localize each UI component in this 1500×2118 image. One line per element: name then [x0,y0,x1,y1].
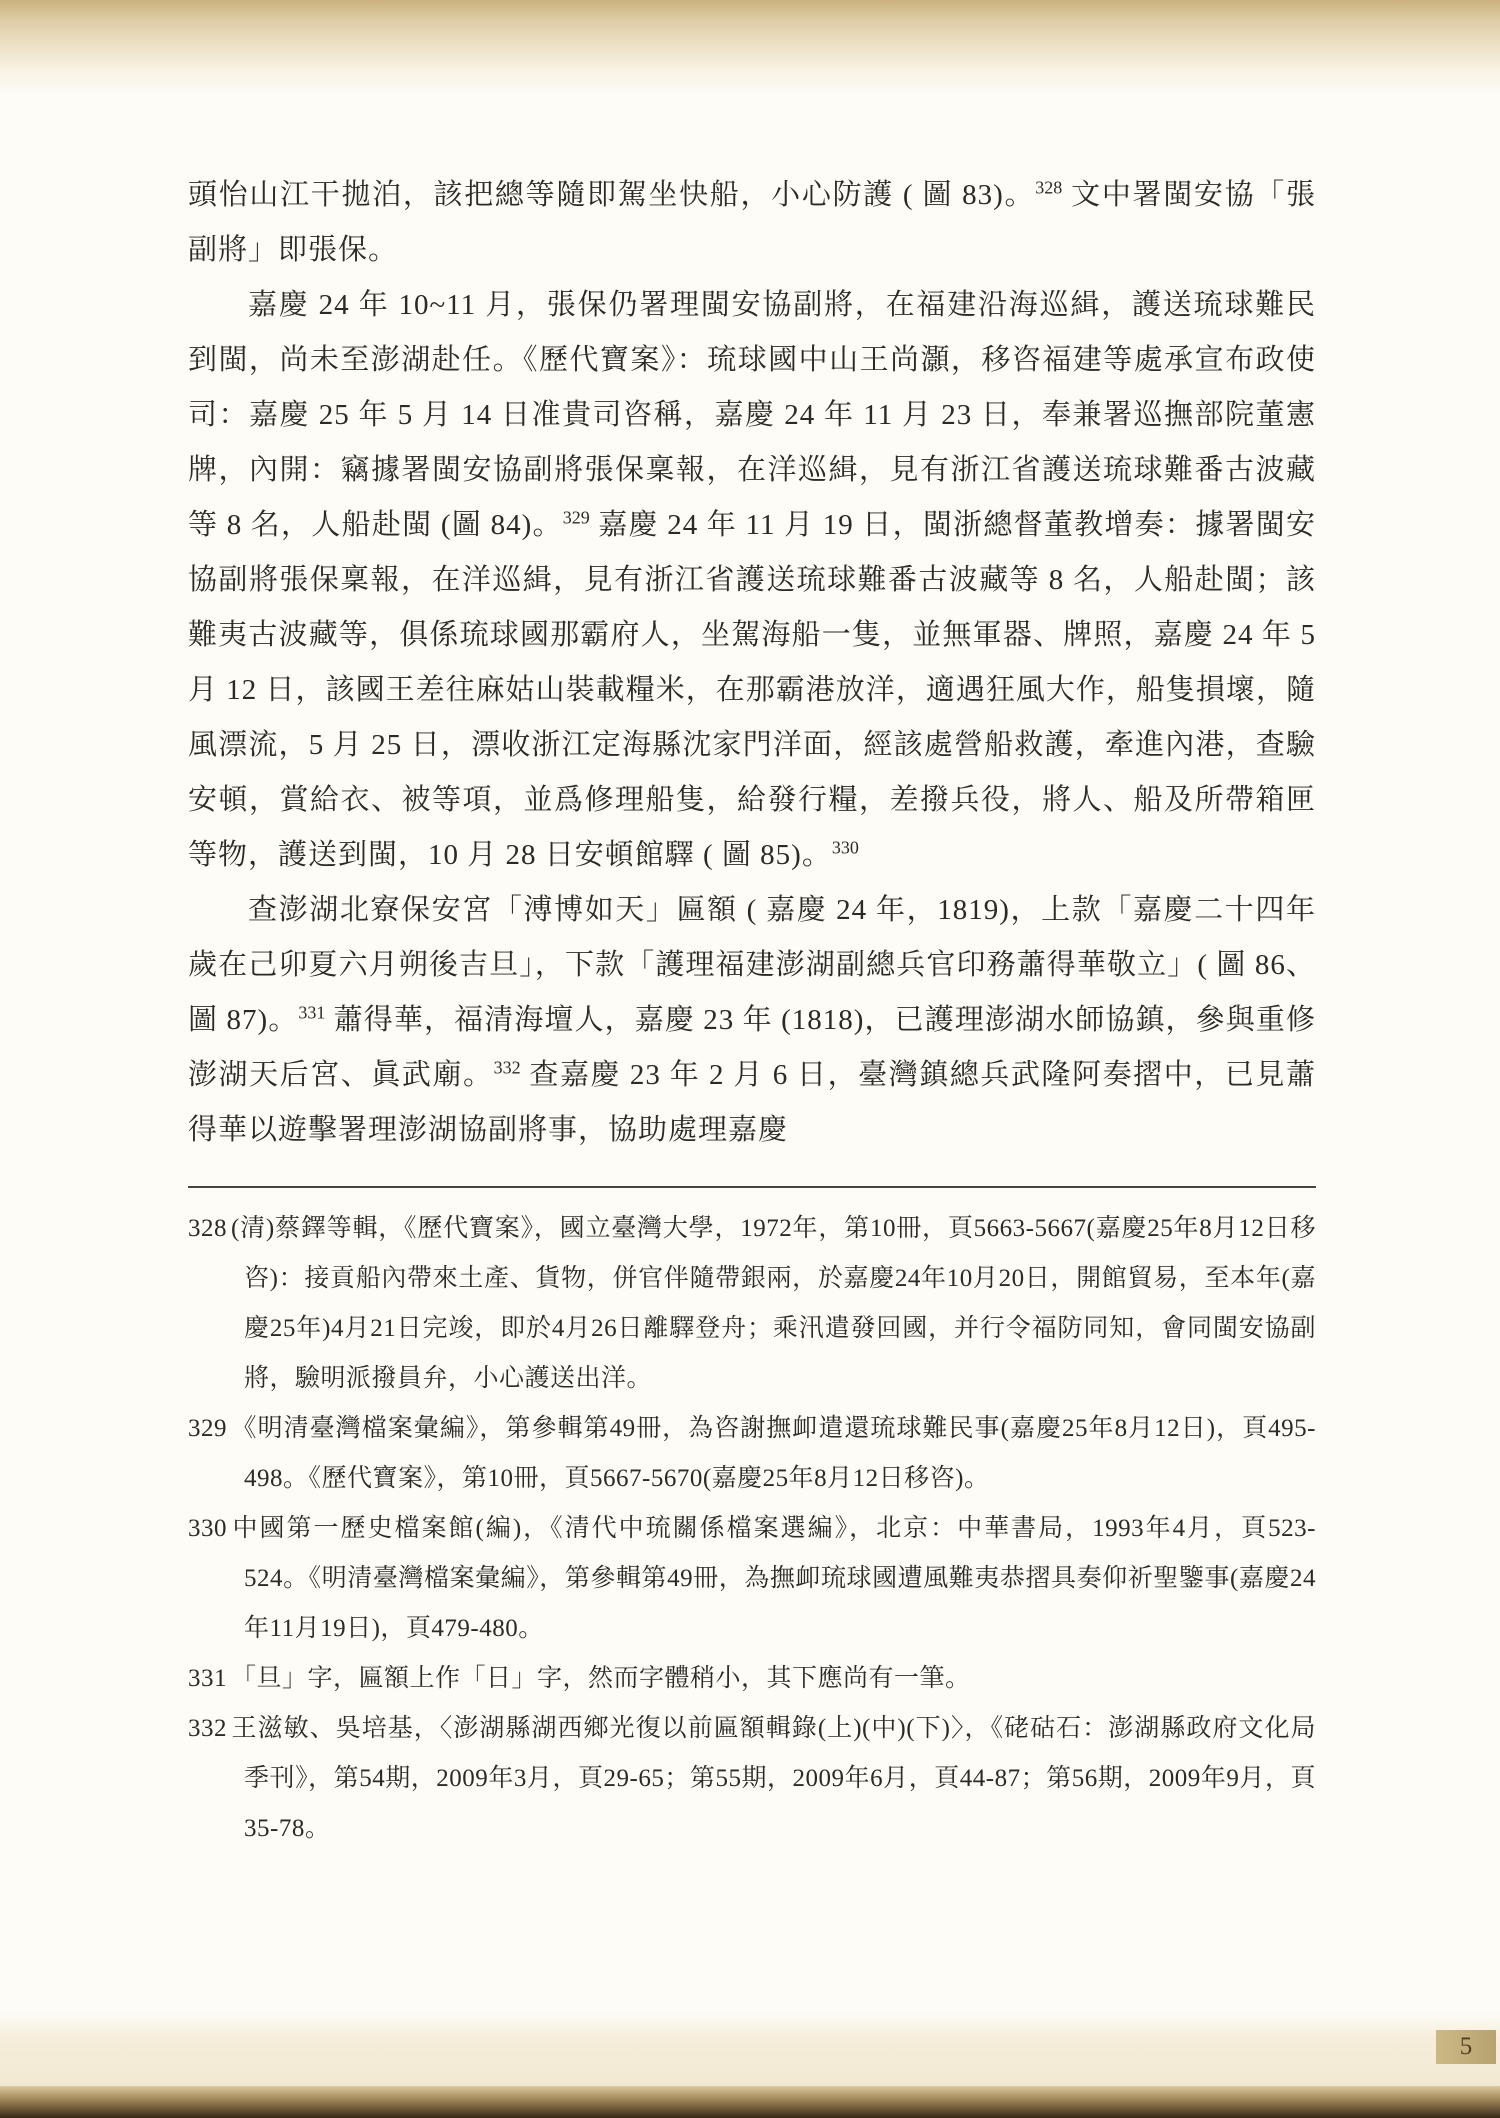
page-number [1436,2030,1496,2064]
footnote-ref: 332 [493,1057,521,1078]
page-number-label: 5 [1459,2033,1473,2060]
body-paragraph: 頭怡山江干拋泊，該把總等隨即駕坐快船，小心防護 ( 圖 83)。$^{328}$ 文中署閩安協「張副將」即張保。 [188,177,1316,266]
body-paragraph: 嘉慶 24 年 10~11 月，張保仍署理閩安協副將，在福建沿海巡緝，護送琉球難民到閩，尚未至澎湖赴任。《歷代寶案》：琉球國中山王尚灝，移咨福建等處承宣布政使司：嘉慶 25 年 5 月 14 日准貴司咨稱，嘉慶 24 年 11 月 23 日，奉兼署巡撫部院董憲牌，內開：竊據署閩安協副將張保稟報，在洋巡緝，見有浙江省護送琉球難番古波藏等 8 名，人船赴閩 (圖 84)。$^{329}$ 嘉慶 24 年 11 月 19 日，閩浙總督董教增奏：據署閩安協副將張保稟報，在洋巡緝，見有浙江省護送琉球難番古波藏等 8 名，人船赴閩；該難夷古波藏等，俱係琉球國那霸府人，坐駕海船一隻，並無軍器、牌照，嘉慶 24 年 5 月 12 日，該國王差往麻姑山裝載糧米，在那霸港放洋，適遇狂風大作，船隻損壞，隨風漂流，5 月 25 日，漂收浙江定海縣沈家門洋面，經該處營船救護，牽進內港，查驗安頓，賞給衣、被等項，並爲修理船隻，給發行糧，差撥兵役，將人、船及所帶箱匣等物，護送到閩，10 月 28 日安頓館驛 ( 圖 85)。$^{330}$ [188,289,1316,871]
footnote-number: 331 [188,1665,227,1692]
footnote-ref: 328 [1035,177,1063,198]
footnote-divider [188,1186,1316,1188]
footnote-ref: 329 [562,507,590,528]
footnote-item: 329 《明清臺灣檔案彙編》，第參輯第49冊，為咨謝撫卹遣還琉球難民事(嘉慶25年8月12日)，頁495-498。《歷代寶案》，第10冊，頁5667-5670(嘉慶25年8月12日移咨)。 [188,1415,1316,1492]
footnote-item: 332 王滋敏、吳培基，〈澎湖縣湖西鄉光復以前匾額輯錄(上)(中)(下)〉，《硓𥑮石：澎湖縣政府文化局季刊》，第54期，2009年3月，頁29-65；第55期，2009年6月，頁44-87；第56期，2009年9月，頁35-78。 [188,1715,1316,1842]
footnote-number: 330 [188,1515,227,1542]
footnote-number: 328 [188,1215,227,1242]
footnote-item: 331 「旦」字，匾額上作「日」字，然而字體稍小，其下應尚有一筆。 [188,1665,971,1692]
footnote-item: 328 (清)蔡鐸等輯，《歷代寶案》，國立臺灣大學，1972年，第10冊，頁5663-5667(嘉慶25年8月12日移咨)：接貢船內帶來土產、貨物，併官伴隨帶銀兩，於嘉慶24年10月20日，開館貿易，至本年(嘉慶25年)4月21日完竣，即於4月26日離驛登舟；乘汛遣發回國，并行令福防同知，會同閩安協副將，驗明派撥員弁，小心護送出洋。 [188,1215,1316,1392]
footnote-item: 330 中國第一歷史檔案館(編)，《清代中琉關係檔案選編》，北京：中華書局，1993年4月，頁523-524。《明清臺灣檔案彙編》，第參輯第49冊，為撫卹琉球國遭風難夷恭摺具奏仰祈聖鑒事(嘉慶24年11月19日)，頁479-480。 [188,1515,1316,1642]
page-top-edge [0,0,1500,96]
footnote-number: 332 [188,1715,227,1742]
footnote-ref: 331 [298,1002,326,1023]
body-paragraph: 查澎湖北寮保安宮「溥博如天」匾額 ( 嘉慶 24 年，1819)，上款「嘉慶二十四年歲在己卯夏六月朔後吉旦」，下款「護理福建澎湖副總兵官印務蕭得華敬立」( 圖 86、圖 87)。$^{331}$ 蕭得華，福清海壇人，嘉慶 23 年 (1818)，已護理澎湖水師協鎮，參與重修澎湖天后宮、眞武廟。$^{332}$ 查嘉慶 23 年 2 月 6 日，臺灣鎮總兵武隆阿奏摺中，已見蕭得華以遊擊署理澎湖協副將事，協助處理嘉慶 [188,894,1316,1146]
page-bottom-margin [0,2012,1500,2086]
page-content [188,168,1316,1854]
footnote-ref: 330 [831,837,859,858]
body-text [188,168,1316,1158]
footnote-number: 329 [188,1415,227,1442]
book-edge-strip [0,2086,1500,2118]
footnotes [188,1204,1316,1854]
